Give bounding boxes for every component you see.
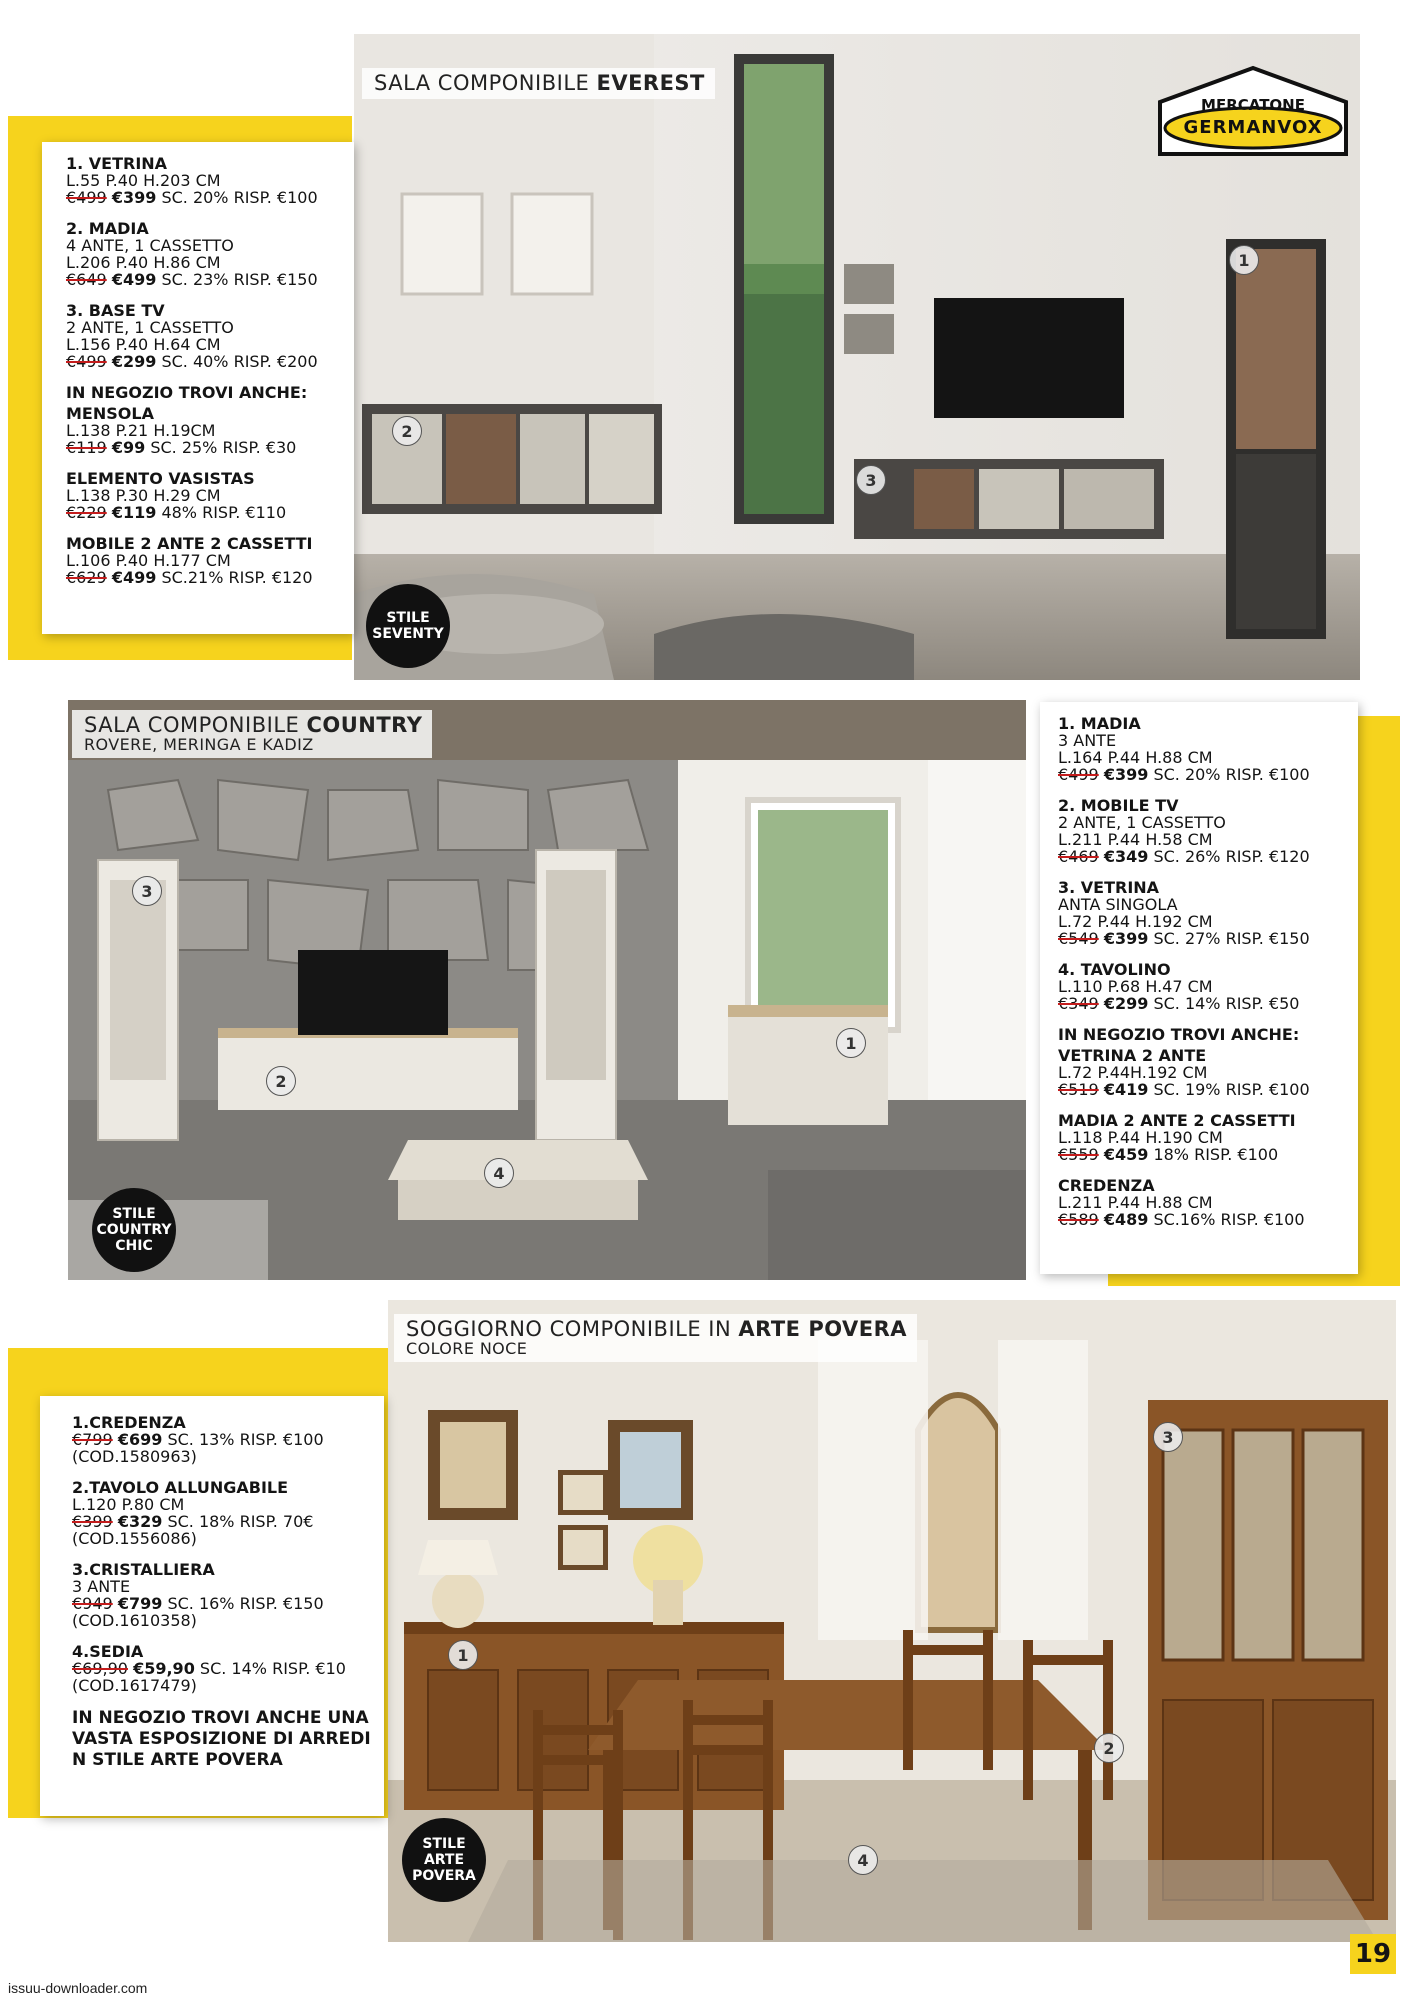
list-item <box>1058 1177 1354 1228</box>
discount: 18% RISP. €100 <box>1153 1145 1279 1164</box>
item-title: ELEMENTO VASISTAS <box>66 469 255 488</box>
new-price: €299 <box>111 352 157 371</box>
item-title: 1. VETRINA <box>66 154 168 173</box>
item-code: (COD.1610358) <box>72 1611 197 1630</box>
new-price: €99 <box>111 438 146 457</box>
discount: SC. 27% RISP. €150 <box>1153 929 1310 948</box>
old-price: €349 <box>1058 994 1099 1013</box>
new-price: €459 <box>1103 1145 1149 1164</box>
photo-arte-povera <box>388 1300 1396 1942</box>
discount: SC. 18% RISP. 70€ <box>167 1512 314 1531</box>
section1-title-bold: EVEREST <box>596 71 705 95</box>
discount: 48% RISP. €110 <box>161 503 287 522</box>
list-item <box>1058 797 1354 865</box>
list-item <box>66 470 356 521</box>
page-number: 19 <box>1350 1934 1396 1974</box>
item-price <box>1058 1211 1354 1228</box>
badge-line: STILE <box>422 1836 466 1852</box>
footer-watermark[interactable]: issuu-downloader.com <box>8 1980 148 1996</box>
new-price: €489 <box>1103 1210 1149 1229</box>
marker-3: 3 <box>132 876 162 906</box>
section1-title <box>362 68 715 99</box>
old-price: €499 <box>66 188 107 207</box>
old-price: €649 <box>66 270 107 289</box>
new-price: €799 <box>117 1594 163 1613</box>
new-price: €499 <box>111 270 157 289</box>
item-dims: L.206 P.40 H.86 CM <box>66 253 221 272</box>
section2-title <box>72 710 432 758</box>
discount: SC. 25% RISP. €30 <box>150 438 297 457</box>
new-price: €499 <box>111 568 157 587</box>
item-dims: L.164 P.44 H.88 CM <box>1058 748 1213 767</box>
item-dims: L.156 P.40 H.64 CM <box>66 335 221 354</box>
old-price: €229 <box>66 503 107 522</box>
item-price <box>72 1513 382 1530</box>
new-price: €399 <box>111 188 157 207</box>
item-desc: 4 ANTE, 1 CASSETTO <box>66 236 234 255</box>
new-price: €299 <box>1103 994 1149 1013</box>
section3-title-bold: ARTE POVERA <box>738 1317 908 1341</box>
section2-title-bold: COUNTRY <box>306 713 423 737</box>
item-title: IN NEGOZIO TROVI ANCHE: <box>66 383 308 402</box>
item-price <box>66 189 356 206</box>
section3-title <box>394 1314 917 1362</box>
item-price <box>1058 1146 1354 1163</box>
item-desc: 3 ANTE <box>72 1577 131 1596</box>
marker-1: 1 <box>1229 245 1259 275</box>
style-badge-country-chic <box>92 1188 176 1272</box>
item-desc: 3 ANTE <box>1058 731 1117 750</box>
discount: SC. 14% RISP. €10 <box>199 1659 346 1678</box>
new-price: €399 <box>1103 765 1149 784</box>
item-title: 3. BASE TV <box>66 301 165 320</box>
item-dims: L.72 P.44H.192 CM <box>1058 1063 1208 1082</box>
discount: SC. 16% RISP. €150 <box>167 1594 324 1613</box>
new-price: €399 <box>1103 929 1149 948</box>
item-price <box>1058 1081 1354 1098</box>
marker-4: 4 <box>848 1845 878 1875</box>
item-price <box>1058 848 1354 865</box>
old-price: €499 <box>1058 765 1099 784</box>
list-item <box>72 1414 382 1465</box>
new-price: €699 <box>117 1430 163 1449</box>
price-list-everest <box>66 155 356 600</box>
item-code: (COD.1617479) <box>72 1676 197 1695</box>
item-dims: L.138 P.30 H.29 CM <box>66 486 221 505</box>
item-title: 3. VETRINA <box>1058 878 1160 897</box>
list-item <box>72 1643 382 1694</box>
arte-povera-room-illustration <box>388 1300 1396 1942</box>
also-in-store-heading <box>66 384 356 401</box>
badge-line: POVERA <box>412 1868 476 1884</box>
discount: SC. 20% RISP. €100 <box>1153 765 1310 784</box>
price-list-country <box>1058 715 1354 1242</box>
old-price: €799 <box>72 1430 113 1449</box>
list-item <box>66 535 356 586</box>
item-dims: L.211 P.44 H.58 CM <box>1058 830 1213 849</box>
discount: SC. 13% RISP. €100 <box>167 1430 324 1449</box>
brand-line1: MERCATONE <box>1201 96 1305 114</box>
old-price: €469 <box>1058 847 1099 866</box>
old-price: €589 <box>1058 1210 1099 1229</box>
brand-logo <box>1146 62 1360 162</box>
section1-title-plain: SALA COMPONIBILE <box>374 71 597 95</box>
item-desc: 2 ANTE, 1 CASSETTO <box>1058 813 1226 832</box>
discount: SC. 23% RISP. €150 <box>161 270 318 289</box>
section3-subtitle: COLORE NOCE <box>406 1339 528 1358</box>
old-price: €559 <box>1058 1145 1099 1164</box>
badge-line: SEVENTY <box>372 626 444 642</box>
item-price <box>66 271 356 288</box>
section2-title-plain: SALA COMPONIBILE <box>84 713 307 737</box>
discount: SC.16% RISP. €100 <box>1153 1210 1305 1229</box>
marker-4: 4 <box>484 1158 514 1188</box>
old-price: €519 <box>1058 1080 1099 1099</box>
item-dims: L.120 P.80 CM <box>72 1495 185 1514</box>
item-price <box>1058 766 1354 783</box>
item-dims: L.106 P.40 H.177 CM <box>66 551 231 570</box>
item-title: IN NEGOZIO TROVI ANCHE: <box>1058 1025 1300 1044</box>
new-price: €59,90 <box>133 1659 195 1678</box>
also-in-store-heading <box>1058 1026 1354 1043</box>
price-list-arte-povera <box>72 1414 382 1785</box>
new-price: €329 <box>117 1512 163 1531</box>
old-price: €119 <box>66 438 107 457</box>
item-dims: L.110 P.68 H.47 CM <box>1058 977 1213 996</box>
badge-line: CHIC <box>115 1238 153 1254</box>
discount: SC. 20% RISP. €100 <box>161 188 318 207</box>
new-price: €349 <box>1103 847 1149 866</box>
style-badge-seventy <box>366 584 450 668</box>
list-item <box>66 220 356 288</box>
list-item <box>1058 1112 1354 1163</box>
item-price <box>72 1431 382 1448</box>
item-title: 2. MADIA <box>66 219 149 238</box>
section2-subtitle: ROVERE, MERINGA E KADIZ <box>84 735 314 754</box>
item-price <box>66 439 356 456</box>
item-title: MENSOLA <box>66 404 154 423</box>
item-title: MADIA 2 ANTE 2 CASSETTI <box>1058 1111 1296 1130</box>
item-title: 2. MOBILE TV <box>1058 796 1179 815</box>
old-price: €69,90 <box>72 1659 128 1678</box>
item-title: 1. MADIA <box>1058 714 1141 733</box>
item-title: 1.CREDENZA <box>72 1413 186 1432</box>
discount: SC.21% RISP. €120 <box>161 568 313 587</box>
list-item <box>66 302 356 370</box>
item-dims: L.55 P.40 H.203 CM <box>66 171 221 190</box>
new-price: €419 <box>1103 1080 1149 1099</box>
country-room-illustration <box>68 700 1026 1280</box>
item-price <box>72 1660 382 1677</box>
list-item <box>1058 715 1354 783</box>
item-dims: L.138 P.21 H.19CM <box>66 421 216 440</box>
brand-line2: GERMANVOX <box>1183 117 1323 138</box>
marker-1: 1 <box>836 1028 866 1058</box>
section3-title-plain: SOGGIORNO COMPONIBILE IN <box>406 1317 739 1341</box>
item-title: MOBILE 2 ANTE 2 CASSETTI <box>66 534 313 553</box>
marker-3: 3 <box>856 465 886 495</box>
discount: SC. 14% RISP. €50 <box>1153 994 1300 1013</box>
item-price <box>1058 930 1354 947</box>
item-price <box>72 1595 382 1612</box>
old-price: €949 <box>72 1594 113 1613</box>
item-price <box>66 353 356 370</box>
old-price: €499 <box>66 352 107 371</box>
note-line: VASTA ESPOSIZIONE DI ARREDI <box>72 1729 371 1749</box>
item-desc: ANTA SINGOLA <box>1058 895 1178 914</box>
badge-line: STILE <box>386 610 430 626</box>
list-item <box>1058 961 1354 1012</box>
marker-2: 2 <box>1094 1733 1124 1763</box>
list-item <box>1058 1047 1354 1098</box>
item-dims: L.72 P.44 H.192 CM <box>1058 912 1213 931</box>
badge-line: STILE <box>112 1206 156 1222</box>
list-item <box>72 1561 382 1629</box>
note-line: N STILE ARTE POVERA <box>72 1750 283 1770</box>
badge-line: ARTE <box>423 1852 465 1868</box>
item-price <box>66 504 356 521</box>
item-title: VETRINA 2 ANTE <box>1058 1046 1207 1065</box>
old-price: €399 <box>72 1512 113 1531</box>
list-item <box>66 405 356 456</box>
note-line: IN NEGOZIO TROVI ANCHE UNA <box>72 1708 369 1728</box>
badge-line: COUNTRY <box>96 1222 172 1238</box>
discount: SC. 40% RISP. €200 <box>161 352 318 371</box>
marker-1: 1 <box>448 1640 478 1670</box>
style-badge-arte-povera <box>402 1818 486 1902</box>
item-title: 4. TAVOLINO <box>1058 960 1171 979</box>
marker-2: 2 <box>266 1066 296 1096</box>
item-price <box>1058 995 1354 1012</box>
marker-2: 2 <box>392 416 422 446</box>
item-desc: 2 ANTE, 1 CASSETTO <box>66 318 234 337</box>
item-price <box>66 569 356 586</box>
item-code: (COD.1556086) <box>72 1529 197 1548</box>
list-item <box>72 1479 382 1547</box>
discount: SC. 19% RISP. €100 <box>1153 1080 1310 1099</box>
store-note <box>72 1708 382 1771</box>
item-title: 2.TAVOLO ALLUNGABILE <box>72 1478 289 1497</box>
item-code: (COD.1580963) <box>72 1447 197 1466</box>
item-title: 3.CRISTALLIERA <box>72 1560 215 1579</box>
item-dims: L.211 P.44 H.88 CM <box>1058 1193 1213 1212</box>
old-price: €549 <box>1058 929 1099 948</box>
discount: SC. 26% RISP. €120 <box>1153 847 1310 866</box>
item-title: 4.SEDIA <box>72 1642 144 1661</box>
item-dims: L.118 P.44 H.190 CM <box>1058 1128 1223 1147</box>
list-item <box>1058 879 1354 947</box>
list-item <box>66 155 356 206</box>
marker-3: 3 <box>1153 1422 1183 1452</box>
new-price: €119 <box>111 503 157 522</box>
item-title: CREDENZA <box>1058 1176 1155 1195</box>
photo-country <box>68 700 1026 1280</box>
old-price: €629 <box>66 568 107 587</box>
